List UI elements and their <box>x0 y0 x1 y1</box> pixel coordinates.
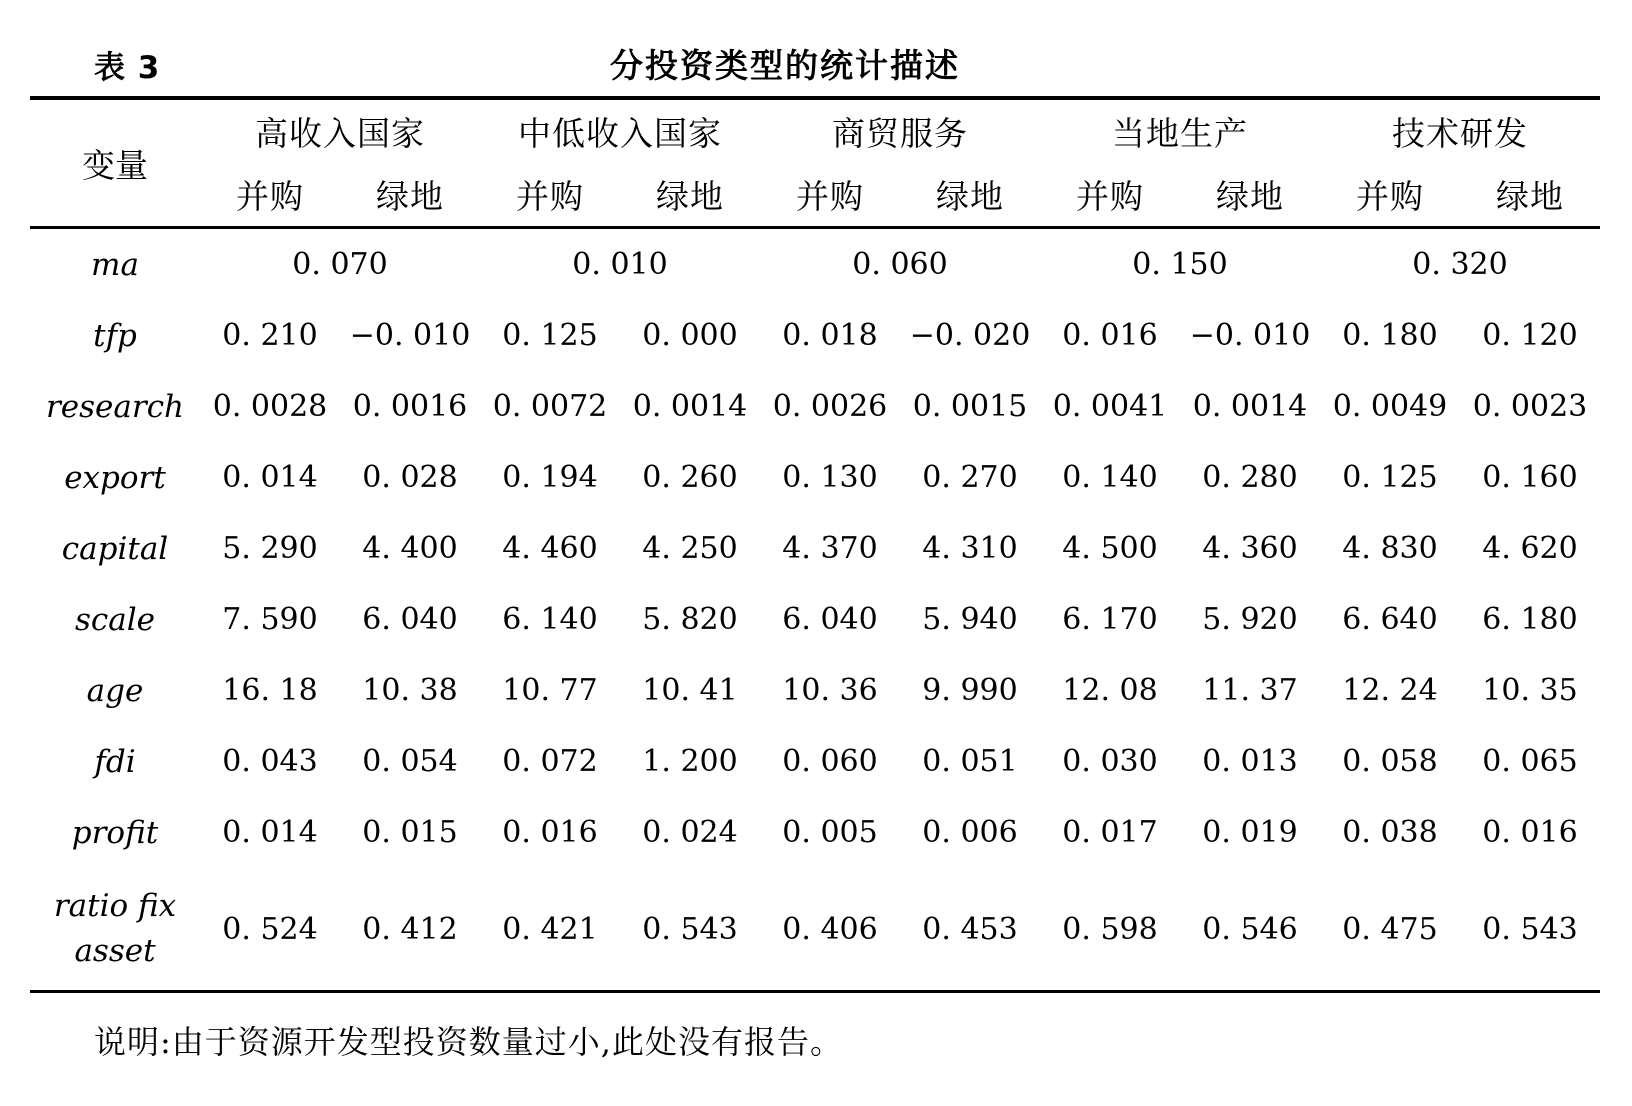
table-row-fdi <box>30 726 1600 797</box>
value-cell: 0. 130 <box>782 460 878 495</box>
value-cell: 0. 017 <box>1062 815 1158 850</box>
value-cell: 5. 820 <box>642 602 738 637</box>
value-cell: 0. 0016 <box>352 389 468 424</box>
value-cell: 6. 140 <box>502 602 598 637</box>
value-cell: 0. 018 <box>782 318 878 353</box>
variable-label: age <box>86 672 144 709</box>
value-cell: 16. 18 <box>222 673 318 708</box>
value-cell: 0. 125 <box>502 318 598 353</box>
subcol-header-5-ma: 并购 <box>1356 176 1424 216</box>
value-cell: 4. 460 <box>502 531 598 566</box>
value-cell: 0. 0023 <box>1472 389 1588 424</box>
table-note: 说明:由于资源开发型投资数量过小,此处没有报告。 <box>94 1023 843 1061</box>
value-cell: 0. 016 <box>1482 815 1578 850</box>
subcol-header-4-ma: 并购 <box>1076 176 1144 216</box>
value-cell: 0. 028 <box>362 460 458 495</box>
value-cell: 5. 940 <box>922 602 1018 637</box>
value-cell: 0. 0041 <box>1052 389 1168 424</box>
group-header-2: 中低收入国家 <box>518 113 722 153</box>
value-cell: 0. 072 <box>502 744 598 779</box>
table-body <box>30 228 1600 992</box>
variable-label: tfp <box>93 317 137 354</box>
value-cell: 0. 194 <box>502 460 598 495</box>
value-cell: 10. 38 <box>362 673 458 708</box>
value-cell: 0. 120 <box>1482 318 1578 353</box>
group-header-3: 商贸服务 <box>832 113 968 153</box>
value-cell: 5. 290 <box>222 531 318 566</box>
value-cell: 0. 140 <box>1062 460 1158 495</box>
value-cell: 0. 000 <box>642 318 738 353</box>
value-cell: 4. 310 <box>922 531 1018 566</box>
value-cell: 0. 016 <box>502 815 598 850</box>
value-cell: 0. 546 <box>1202 911 1298 947</box>
table-header <box>30 98 1600 228</box>
value-cell: 5. 920 <box>1202 602 1298 637</box>
variable-label-line: ratio fix <box>53 888 177 925</box>
value-cell: 10. 36 <box>782 673 878 708</box>
value-cell: 4. 360 <box>1202 531 1298 566</box>
group-header-4: 当地生产 <box>1112 113 1248 153</box>
value-cell: 0. 412 <box>362 911 458 947</box>
value-cell: 0. 060 <box>852 247 948 282</box>
value-cell: 0. 0026 <box>772 389 888 424</box>
value-cell: 10. 35 <box>1482 673 1578 708</box>
value-cell: 6. 180 <box>1482 602 1578 637</box>
value-cell: 0. 060 <box>782 744 878 779</box>
value-cell: 0. 210 <box>222 318 318 353</box>
table-row-ratio-fix-asset <box>30 868 1600 992</box>
subcol-header-4-greenfield: 绿地 <box>1216 176 1284 216</box>
value-cell: 1. 200 <box>642 744 738 779</box>
subcol-header-2-ma: 并购 <box>516 176 584 216</box>
value-cell: 4. 370 <box>782 531 878 566</box>
table-row-tfp <box>30 300 1600 371</box>
value-cell: 6. 640 <box>1342 602 1438 637</box>
value-cell: 0. 524 <box>222 911 318 947</box>
variable-label-line: asset <box>74 933 156 969</box>
value-cell: 0. 024 <box>642 815 738 850</box>
value-cell: 0. 014 <box>222 815 318 850</box>
value-cell: 6. 040 <box>782 602 878 637</box>
value-cell: 0. 065 <box>1482 744 1578 779</box>
variable-label: research <box>45 388 185 425</box>
value-cell: 9. 990 <box>922 673 1018 708</box>
table-tag: 表 3 <box>94 50 161 86</box>
value-cell: 0. 014 <box>222 460 318 495</box>
value-cell: 0. 070 <box>292 247 388 282</box>
group-header-5: 技术研发 <box>1392 113 1528 153</box>
value-cell: 4. 830 <box>1342 531 1438 566</box>
value-cell: 0. 030 <box>1062 744 1158 779</box>
subcol-header-3-ma: 并购 <box>796 176 864 216</box>
table-caption <box>30 34 1600 96</box>
subcol-header-5-greenfield: 绿地 <box>1496 176 1564 216</box>
value-cell: 0. 260 <box>642 460 738 495</box>
statistics-table <box>30 96 1600 993</box>
value-cell: 0. 475 <box>1342 911 1438 947</box>
value-cell: 0. 016 <box>1062 318 1158 353</box>
value-cell: 10. 77 <box>502 673 598 708</box>
value-cell: 0. 543 <box>1482 911 1578 947</box>
value-cell: 0. 038 <box>1342 815 1438 850</box>
table-title: 分投资类型的统计描述 <box>610 46 960 85</box>
group-header-row <box>30 98 1600 162</box>
value-cell: 10. 41 <box>642 673 738 708</box>
table-row-capital <box>30 513 1600 584</box>
value-cell: 0. 043 <box>222 744 318 779</box>
value-cell: 0. 150 <box>1132 247 1228 282</box>
value-cell: 12. 24 <box>1342 673 1438 708</box>
value-cell: 0. 543 <box>642 911 738 947</box>
table-row-research <box>30 371 1600 442</box>
value-cell: 0. 051 <box>922 744 1018 779</box>
value-cell: 0. 0014 <box>632 389 748 424</box>
subcolumn-header-row <box>30 162 1600 228</box>
table-row-scale <box>30 584 1600 655</box>
variable-label: fdi <box>94 743 136 780</box>
variable-label: ma <box>91 246 139 283</box>
value-cell: 0. 015 <box>362 815 458 850</box>
value-cell: −0. 010 <box>349 318 471 353</box>
variable-label <box>30 868 200 992</box>
value-cell: 4. 250 <box>642 531 738 566</box>
table-row-profit <box>30 797 1600 868</box>
variable-label: scale <box>74 601 155 638</box>
value-cell: 0. 160 <box>1482 460 1578 495</box>
value-cell: 0. 598 <box>1062 911 1158 947</box>
value-cell: −0. 020 <box>909 318 1031 353</box>
value-cell: 0. 054 <box>362 744 458 779</box>
value-cell: 0. 0015 <box>912 389 1028 424</box>
variable-label: profit <box>71 814 159 851</box>
value-cell: 0. 180 <box>1342 318 1438 353</box>
value-cell: 12. 08 <box>1062 673 1158 708</box>
value-cell: −0. 010 <box>1189 318 1311 353</box>
value-cell: 0. 0049 <box>1332 389 1448 424</box>
value-cell: 6. 040 <box>362 602 458 637</box>
value-cell: 4. 500 <box>1062 531 1158 566</box>
value-cell: 11. 37 <box>1202 673 1298 708</box>
subcol-header-1-ma: 并购 <box>236 176 304 216</box>
value-cell: 0. 270 <box>922 460 1018 495</box>
value-cell: 0. 0028 <box>212 389 328 424</box>
value-cell: 0. 005 <box>782 815 878 850</box>
value-cell: 0. 019 <box>1202 815 1298 850</box>
subcol-header-1-greenfield: 绿地 <box>376 176 444 216</box>
subcol-header-3-greenfield: 绿地 <box>936 176 1004 216</box>
value-cell: 0. 058 <box>1342 744 1438 779</box>
value-cell: 7. 590 <box>222 602 318 637</box>
variable-column-header: 变量 <box>82 145 148 185</box>
table-row-ma <box>30 228 1600 301</box>
group-header-1: 高收入国家 <box>255 113 425 153</box>
value-cell: 0. 0072 <box>492 389 608 424</box>
value-cell: 0. 320 <box>1412 247 1508 282</box>
value-cell: 0. 0014 <box>1192 389 1308 424</box>
table-row-export <box>30 442 1600 513</box>
value-cell: 6. 170 <box>1062 602 1158 637</box>
value-cell: 4. 400 <box>362 531 458 566</box>
variable-label: export <box>64 459 166 496</box>
variable-label: capital <box>61 530 169 567</box>
value-cell: 0. 406 <box>782 911 878 947</box>
value-cell: 0. 013 <box>1202 744 1298 779</box>
value-cell: 0. 125 <box>1342 460 1438 495</box>
value-cell: 4. 620 <box>1482 531 1578 566</box>
value-cell: 0. 006 <box>922 815 1018 850</box>
value-cell: 0. 453 <box>922 911 1018 947</box>
value-cell: 0. 010 <box>572 247 668 282</box>
value-cell: 0. 421 <box>502 911 598 947</box>
table-row-age <box>30 655 1600 726</box>
value-cell: 0. 280 <box>1202 460 1298 495</box>
subcol-header-2-greenfield: 绿地 <box>656 176 724 216</box>
